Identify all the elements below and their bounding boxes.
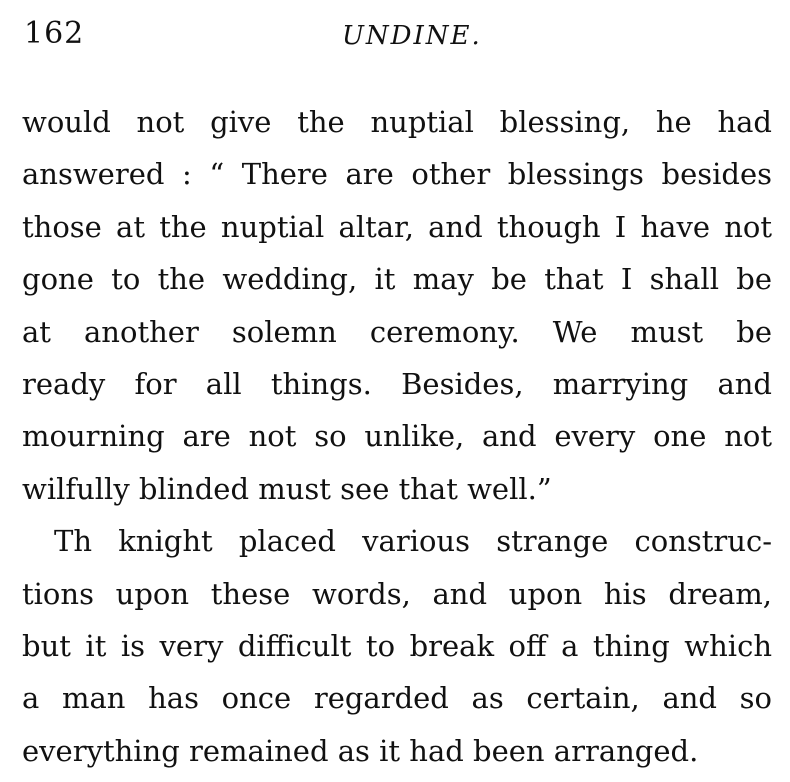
text-line: tions upon these words, and upon his dream, xyxy=(22,576,772,611)
page-header xyxy=(24,14,774,54)
body-text xyxy=(22,96,772,777)
paragraph xyxy=(22,96,772,515)
text-line: ready for all things. Besides, marrying and xyxy=(22,366,772,401)
text-line: those at the nuptial altar, and though I have not xyxy=(22,209,772,244)
text-line: a man has once regarded as certain, and so xyxy=(22,681,772,716)
text-line: but it is very difficult to break off a thing which xyxy=(22,628,772,663)
text-line: mourning are not so unlike, and every one not xyxy=(22,419,772,454)
running-title: UNDINE. xyxy=(342,21,482,51)
text-line: everything remained as it had been arranged. xyxy=(22,733,699,768)
text-line: would not give the nuptial blessing, he had xyxy=(22,105,772,139)
text-line: at another solemn ceremony. We must be xyxy=(22,314,772,349)
text-line: wilfully blinded must see that well.” xyxy=(22,471,552,506)
text-line: Th knight placed various strange construc- xyxy=(54,524,772,559)
paragraph xyxy=(22,515,772,777)
page-number: 162 xyxy=(24,16,85,51)
text-line: gone to the wedding, it may be that I shall be xyxy=(22,262,772,297)
text-line: answered : “ There are other blessings besides xyxy=(22,157,772,192)
